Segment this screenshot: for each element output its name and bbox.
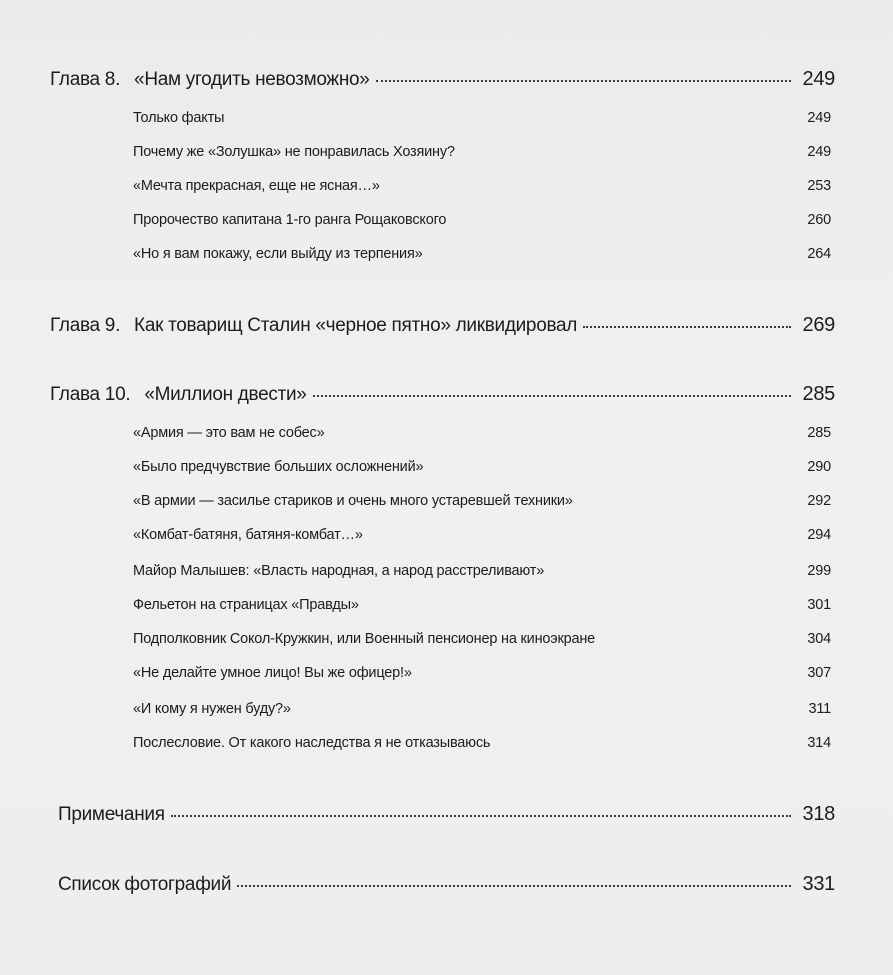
section-title: Пророчество капитана 1-го ранга Рощаковского: [133, 212, 447, 228]
chapter-number: Глава 10.: [50, 384, 131, 405]
section-title: «Комбат-батяня, батяня-комбат…»: [133, 527, 363, 543]
section-title: «В армии — засилье стариков и очень много устаревшей техники»: [133, 493, 573, 509]
photos-page-number: 331: [802, 873, 835, 895]
dot-leader: [376, 80, 791, 82]
notes-entry: [58, 803, 835, 826]
section-page-number: 264: [807, 246, 831, 262]
section-page-number: 299: [807, 563, 831, 579]
section-page-number: 249: [807, 144, 831, 160]
toc-section: [133, 459, 831, 475]
chapter-number: Глава 8.: [50, 69, 121, 90]
section-title: «Но я вам покажу, если выйду из терпения»: [133, 246, 423, 262]
chapter-title: «Миллион двести»: [144, 384, 307, 405]
dot-leader: [171, 815, 791, 817]
toc-section: [133, 597, 831, 613]
section-page-number: 260: [807, 212, 831, 228]
section-title: «Мечта прекрасная, еще не ясная…»: [133, 178, 380, 194]
toc-section: [133, 144, 831, 160]
toc-section: [133, 631, 831, 647]
section-title: Только факты: [133, 110, 225, 126]
section-title: Подполковник Сокол-Кружкин, или Военный пенсионер на киноэкране: [133, 631, 595, 647]
chapter-page-number: 285: [802, 383, 835, 405]
section-title: Майор Малышев: «Власть народная, а народ расстреливают»: [133, 563, 545, 579]
section-title: «Армия — это вам не собес»: [133, 425, 325, 441]
toc-section: [133, 178, 831, 194]
notes-page-number: 318: [802, 803, 835, 825]
notes-title: Примечания: [58, 804, 165, 825]
dot-leader: [237, 885, 790, 887]
section-title: Почему же «Золушка» не понравилась Хозяину?: [133, 144, 455, 160]
chapter-title: «Нам угодить невозможно»: [134, 69, 370, 90]
section-page-number: 253: [807, 178, 831, 194]
chapter-page-number: 249: [802, 68, 835, 90]
section-page-number: 294: [807, 527, 831, 543]
toc-section: [133, 246, 831, 262]
toc-section: [133, 563, 831, 579]
section-title: Послесловие. От какого наследства я не отказываюсь: [133, 735, 491, 751]
photos-title: Список фотографий: [58, 874, 232, 895]
section-title: «И кому я нужен буду?»: [133, 701, 291, 717]
dot-leader: [313, 395, 791, 397]
section-page-number: 311: [808, 701, 831, 717]
dot-leader: [583, 326, 790, 328]
toc-section: [133, 110, 831, 126]
section-page-number: 290: [807, 459, 831, 475]
toc-section: [133, 701, 831, 717]
section-page-number: 285: [807, 425, 831, 441]
chapter-number: Глава 9.: [50, 315, 121, 336]
section-page-number: 314: [807, 735, 831, 751]
chapter-page-number: 269: [802, 314, 835, 336]
section-page-number: 304: [807, 631, 831, 647]
toc-section: [133, 493, 831, 509]
toc-section: [133, 527, 831, 543]
toc-section: [133, 665, 831, 681]
chapter-9-heading: [50, 314, 835, 337]
section-page-number: 249: [807, 110, 831, 126]
section-page-number: 292: [807, 493, 831, 509]
toc-section: [133, 735, 831, 751]
chapter-8-heading: [50, 68, 835, 91]
section-title: «Было предчувствие больших осложнений»: [133, 459, 424, 475]
toc-section: [133, 425, 831, 441]
toc-section: [133, 212, 831, 228]
section-title: Фельетон на страницах «Правды»: [133, 597, 359, 613]
chapter-10-heading: [50, 383, 835, 406]
photos-entry: [58, 873, 835, 896]
chapter-title: Как товарищ Сталин «черное пятно» ликвидировал: [134, 315, 578, 336]
section-page-number: 307: [807, 665, 831, 681]
section-title: «Не делайте умное лицо! Вы же офицер!»: [133, 665, 412, 681]
section-page-number: 301: [807, 597, 831, 613]
